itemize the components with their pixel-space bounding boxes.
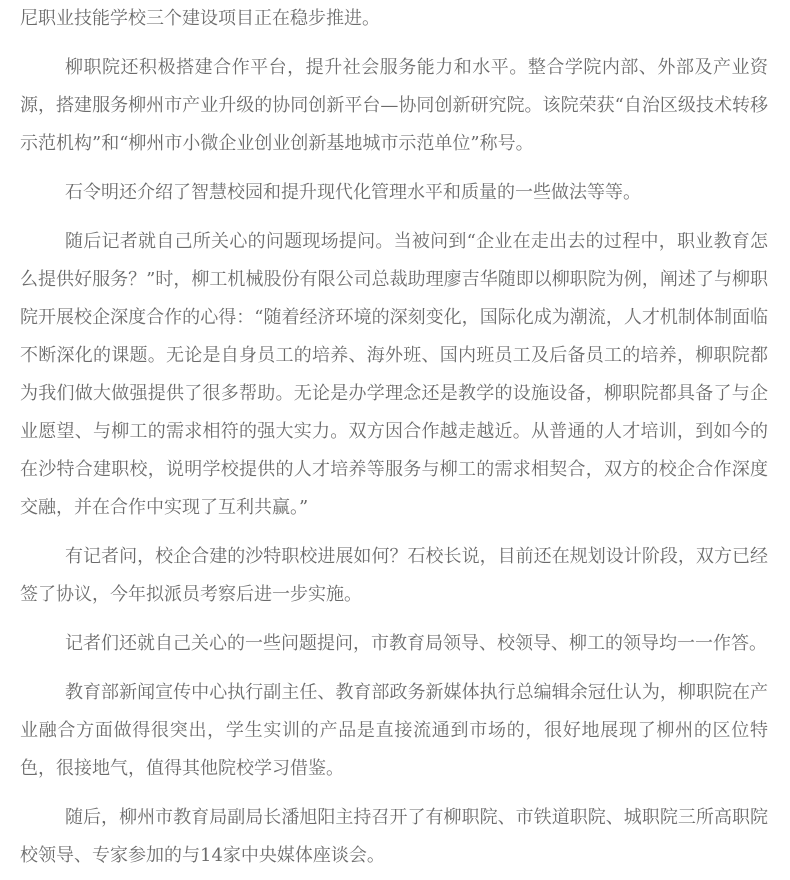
paragraph: 柳职院还积极搭建合作平台，提升社会服务能力和水平。整合学院内部、外部及产业资源，搭建服务柳州市产业升级的协同创新平台—协同创新研究院。该院荣获“自治区级技术转移示范机构”和“柳州市小微企业创业创新基地城市示范单位”称号。 bbox=[20, 57, 768, 154]
paragraph: 石令明还介绍了智慧校园和提升现代化管理水平和质量的一些做法等等。 bbox=[65, 182, 641, 203]
paragraph: 随后，柳州市教育局副局长潘旭阳主持召开了有柳职院、市铁道职院、城职院三所高职院校领导、专家参加的与14家中央媒体座谈会。 bbox=[20, 807, 768, 866]
paragraph: 随后记者就自己所关心的问题现场提问。当被问到“企业在走出去的过程中，职业教育怎么提供好服务？”时，柳工机械股份有限公司总裁助理廖吉华随即以柳职院为例，阐述了与柳职院开展校企深度合作的心得：“随着经济环境的深刻变化，国际化成为潮流，人才机制体制面临不断深化的课题。无论是自身员工的培养、海外班、国内班员工及后备员工的培养，柳职院都为我们做大做强提供了很多帮助。无论是办学理念还是教学的设施设备，柳职院都具备了与企业愿望、与柳工的需求相符的强大实力。双方因合作越走越近。从普通的人才培训，到如今的在沙特合建职校，说明学校提供的人才培养等服务与柳工的需求相契合，双方的校企合作深度交融，并在合作中实现了互利共赢。” bbox=[20, 231, 768, 518]
paragraph: 记者们还就自己关心的一些问题提问，市教育局领导、校领导、柳工的领导均一一作答。 bbox=[65, 633, 767, 654]
paragraph: 有记者问，校企合建的沙特职校进展如何？石校长说，目前还在规划设计阶段，双方已经签了协议，今年拟派员考察后进一步实施。 bbox=[20, 546, 768, 605]
paragraph: 教育部新闻宣传中心执行副主任、教育部政务新媒体执行总编辑余冠仕认为，柳职院在产业融合方面做得很突出，学生实训的产品是直接流通到市场的，很好地展现了柳州的区位特色，很接地气，值得其他院校学习借鉴。 bbox=[20, 682, 768, 779]
paragraph-continuation: 尼职业技能学校三个建设项目正在稳步推进。 bbox=[20, 8, 380, 29]
